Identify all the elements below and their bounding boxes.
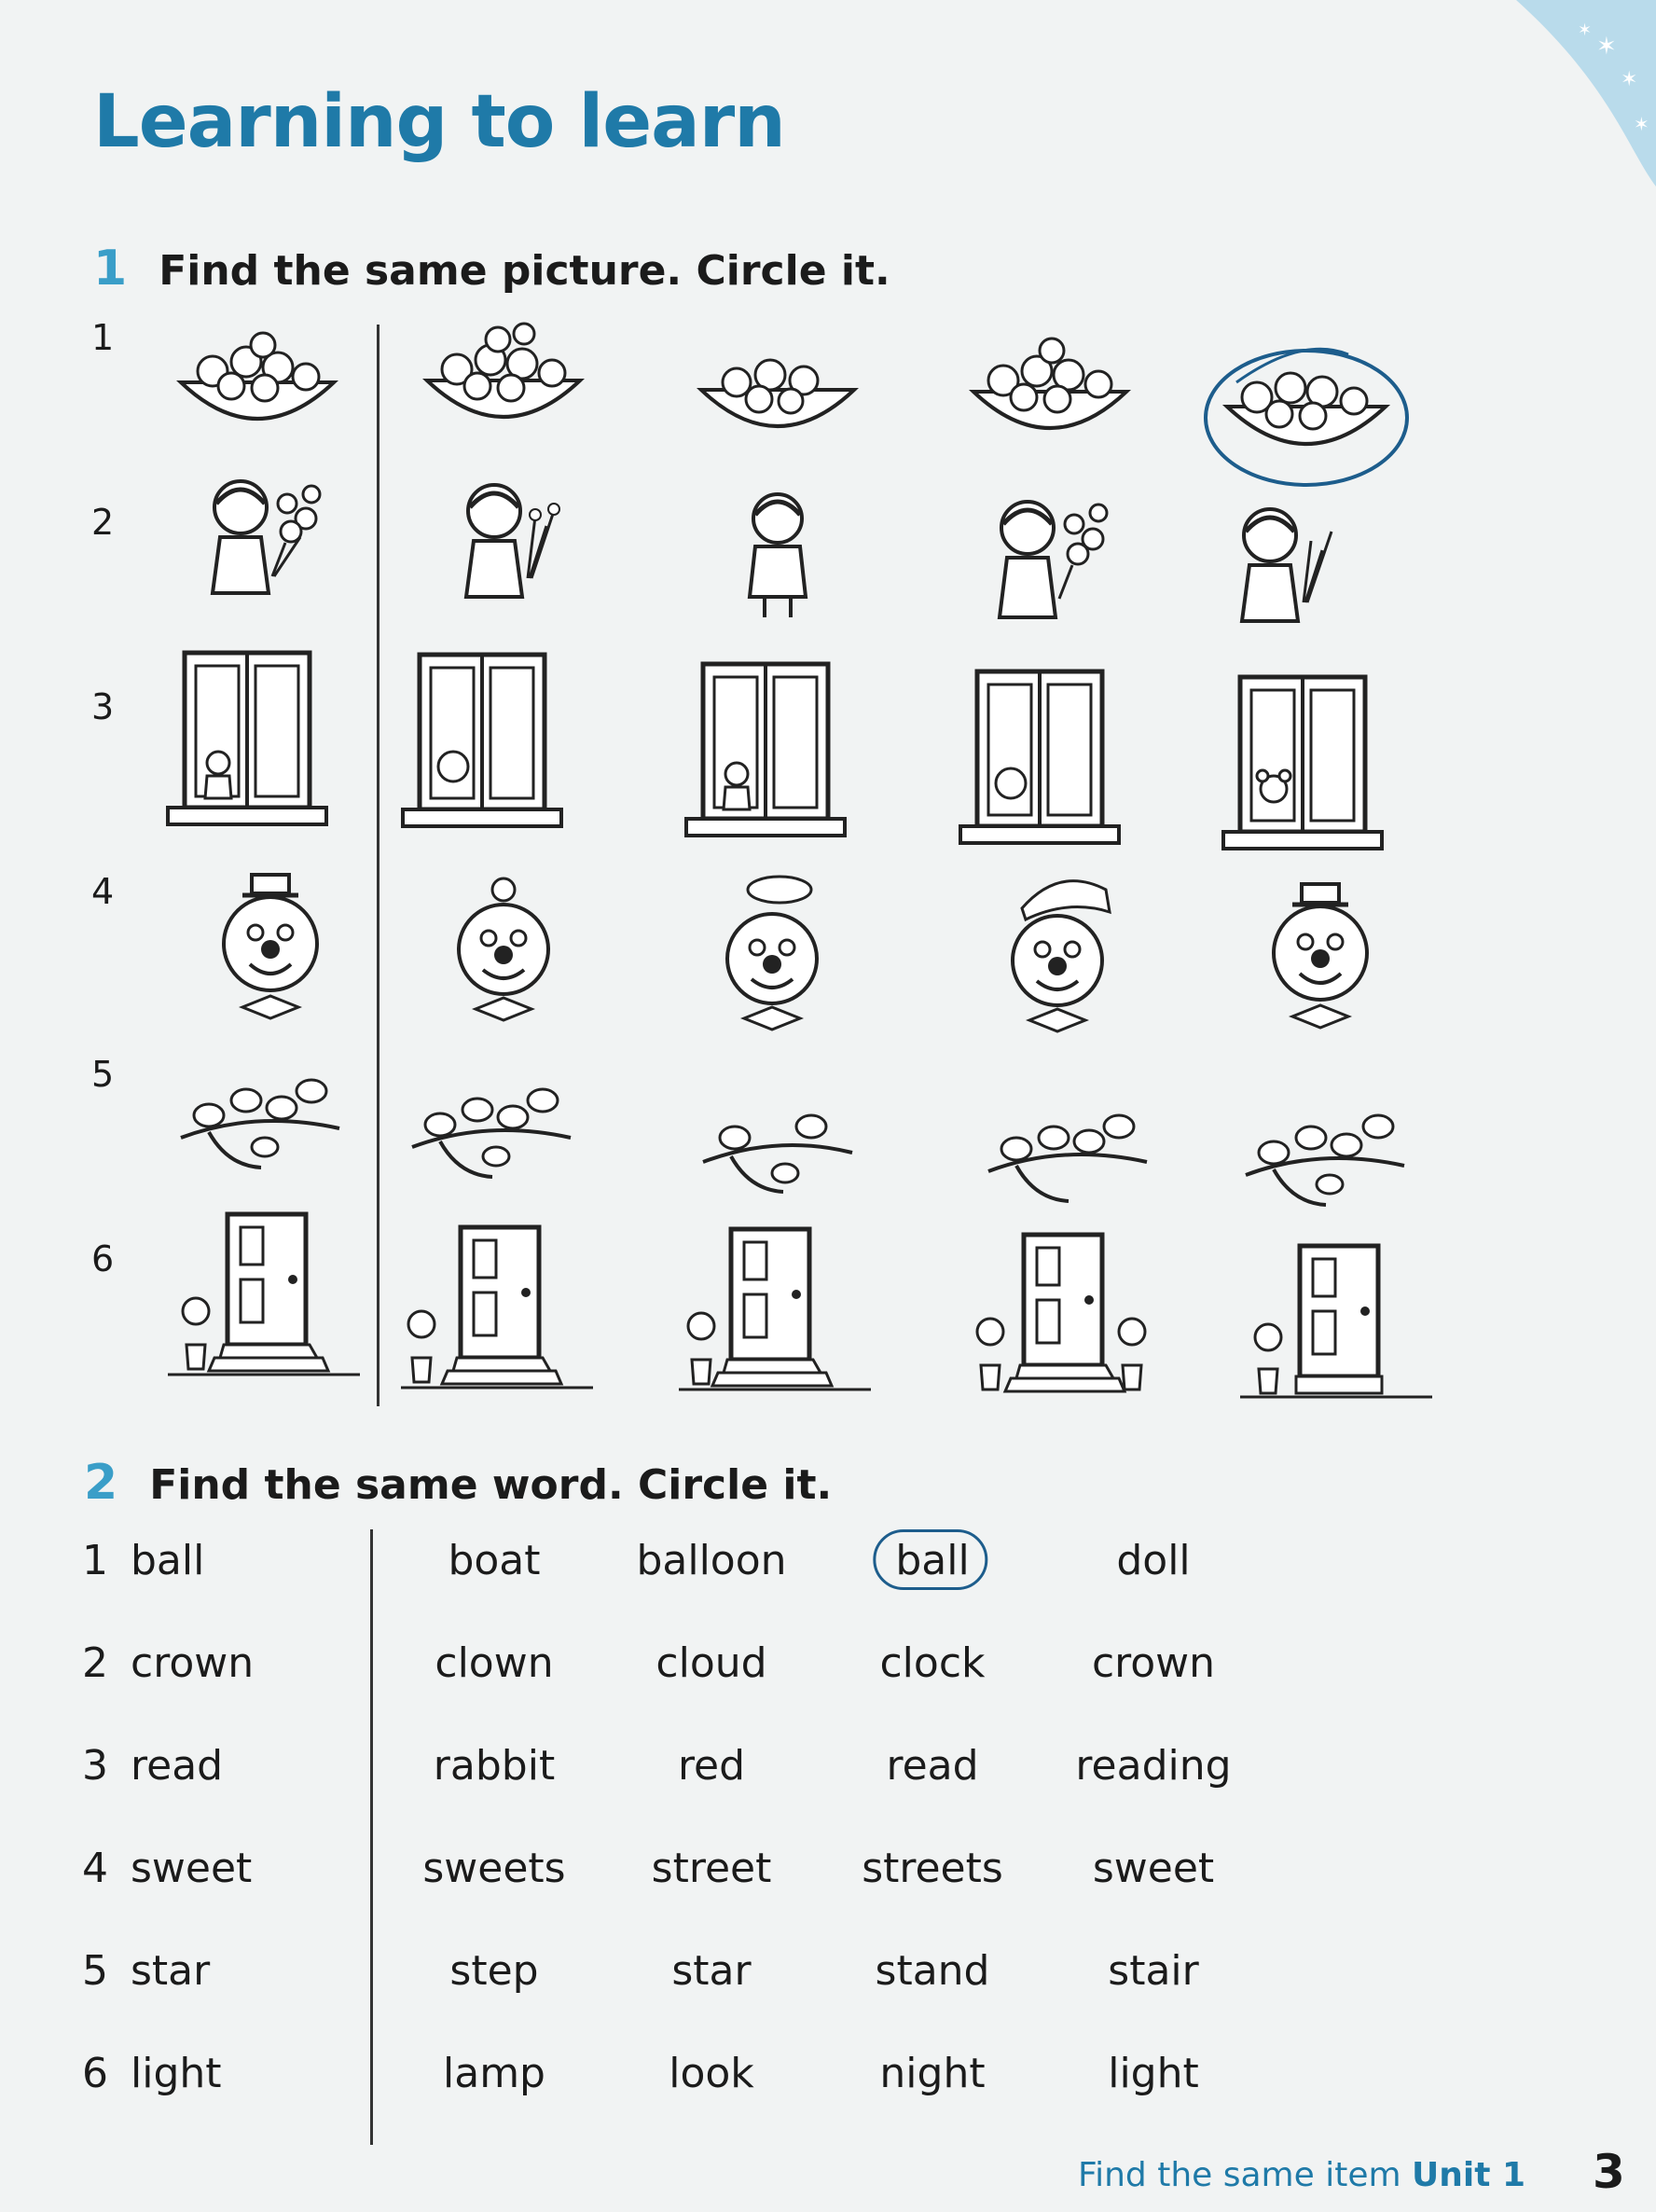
target-word-text: sweet — [131, 1845, 253, 1892]
word-row-number: 2 — [82, 1639, 108, 1687]
door-with-steps-icon — [401, 1222, 597, 1393]
birds-on-branch-icon — [979, 1097, 1156, 1218]
window-with-teddy-icon — [1220, 673, 1386, 856]
target-word — [82, 2050, 222, 2097]
picture-row-number: 5 — [91, 1054, 115, 1095]
word-option[interactable]: star — [671, 1947, 752, 1995]
word-option[interactable]: look — [669, 2050, 754, 2097]
word-option[interactable]: crown — [1091, 1639, 1216, 1687]
bowl-of-sweets-icon — [694, 336, 862, 457]
target-word — [82, 1845, 252, 1892]
exercise-1-number: 1 — [93, 241, 128, 297]
circled-bowl-of-sweets-icon — [1199, 317, 1414, 494]
word-option[interactable]: red — [677, 1742, 746, 1790]
target-word-text: crown — [131, 1639, 255, 1687]
target-word — [82, 1947, 210, 1995]
svg-text:✶: ✶ — [1621, 68, 1638, 91]
svg-text:✶: ✶ — [1596, 33, 1617, 61]
window-with-cat-icon — [164, 649, 330, 832]
word-option[interactable]: boat — [448, 1537, 541, 1584]
girl-with-flowers-icon — [1218, 494, 1358, 634]
exercise-2-instruction: Find the same word. Circle it. — [149, 1461, 833, 1509]
word-option[interactable]: stand — [875, 1947, 990, 1995]
svg-text:✶: ✶ — [1634, 113, 1649, 135]
target-word-text: star — [131, 1947, 211, 1995]
door-with-plant-icon — [1240, 1240, 1436, 1412]
picture-row-number: 6 — [91, 1238, 115, 1279]
picture-row-number: 1 — [91, 317, 115, 358]
word-row-number: 1 — [82, 1537, 108, 1584]
clown-with-hat-icon — [205, 867, 336, 1035]
girl-with-flowers-icon — [183, 466, 341, 606]
exercise-2-number: 2 — [84, 1455, 118, 1511]
word-row-number: 4 — [82, 1845, 108, 1892]
exercise-1-instruction: Find the same picture. Circle it. — [159, 247, 890, 295]
birds-on-branch-icon — [694, 1087, 862, 1209]
word-option-circled[interactable]: ball — [895, 1537, 970, 1584]
word-option[interactable]: streets — [862, 1845, 1003, 1892]
word-option[interactable]: rabbit — [433, 1742, 556, 1790]
door-with-steps-icon — [168, 1209, 364, 1380]
word-option[interactable]: clown — [435, 1639, 554, 1687]
girl-with-flowers-icon — [442, 470, 582, 610]
word-option[interactable]: clock — [879, 1639, 986, 1687]
footer-section-label: Find the same item — [1078, 2156, 1401, 2194]
word-row-number: 6 — [82, 2050, 108, 2097]
door-with-steps-icon — [679, 1224, 875, 1395]
bowl-of-sweets-icon — [966, 330, 1134, 457]
picture-row-number: 2 — [91, 502, 115, 543]
word-option[interactable]: stair — [1108, 1947, 1199, 1995]
page-number: 3 — [1593, 2145, 1625, 2199]
word-row-4 — [0, 1845, 1656, 1919]
bowl-of-sweets-icon — [173, 325, 341, 446]
word-option[interactable]: doll — [1116, 1537, 1191, 1584]
birds-on-branch-icon — [403, 1072, 580, 1194]
word-option[interactable]: sweets — [422, 1845, 566, 1892]
clown-with-cat-icon — [985, 862, 1134, 1048]
exercise-1-divider — [377, 325, 380, 1406]
window-with-girl-icon — [957, 668, 1123, 850]
target-word-text: read — [131, 1742, 224, 1790]
word-option[interactable]: light — [1108, 2050, 1199, 2097]
corner-decoration — [1414, 0, 1656, 187]
word-row-3 — [0, 1742, 1656, 1817]
clown-with-apple-icon — [438, 867, 569, 1035]
picture-row-number: 3 — [91, 686, 115, 727]
word-row-6 — [0, 2050, 1656, 2124]
word-option[interactable]: step — [449, 1947, 539, 1995]
target-word-text: ball — [131, 1537, 205, 1584]
word-option[interactable]: lamp — [443, 2050, 545, 2097]
exercise-2-heading — [84, 1455, 832, 1511]
page-title: Learning to learn — [93, 80, 785, 164]
window-with-boy-icon — [399, 651, 565, 834]
word-option[interactable]: reading — [1075, 1742, 1232, 1790]
footer-unit-label: Unit 1 — [1412, 2156, 1525, 2194]
clown-with-fish-icon — [705, 869, 845, 1046]
target-word — [82, 1742, 223, 1790]
word-option[interactable]: street — [651, 1845, 772, 1892]
word-row-1 — [0, 1537, 1656, 1611]
word-option[interactable]: night — [879, 2050, 986, 2097]
word-row-number: 3 — [82, 1742, 108, 1790]
target-word — [82, 1639, 254, 1687]
target-word — [82, 1537, 204, 1584]
svg-text:✶: ✶ — [1578, 21, 1593, 40]
target-word-text: light — [131, 2050, 222, 2097]
word-option[interactable]: sweet — [1092, 1845, 1215, 1892]
word-option[interactable]: balloon — [636, 1537, 787, 1584]
word-option[interactable]: read — [886, 1742, 979, 1790]
bowl-of-sweets-icon — [420, 313, 587, 444]
word-row-number: 5 — [82, 1947, 108, 1995]
birds-on-branch-icon — [1236, 1100, 1414, 1222]
clown-with-hat-icon — [1255, 877, 1386, 1044]
girl-icon — [727, 481, 830, 621]
girl-with-flowers-icon — [970, 487, 1128, 632]
word-row-2 — [0, 1639, 1656, 1714]
door-with-steps-two-plants-icon — [964, 1229, 1160, 1401]
word-row-5 — [0, 1947, 1656, 2022]
word-option[interactable]: cloud — [656, 1639, 767, 1687]
picture-row-number: 4 — [91, 871, 115, 912]
window-with-cat-icon — [683, 660, 849, 843]
exercise-1-heading — [93, 241, 890, 297]
birds-on-branch-icon — [172, 1063, 349, 1184]
